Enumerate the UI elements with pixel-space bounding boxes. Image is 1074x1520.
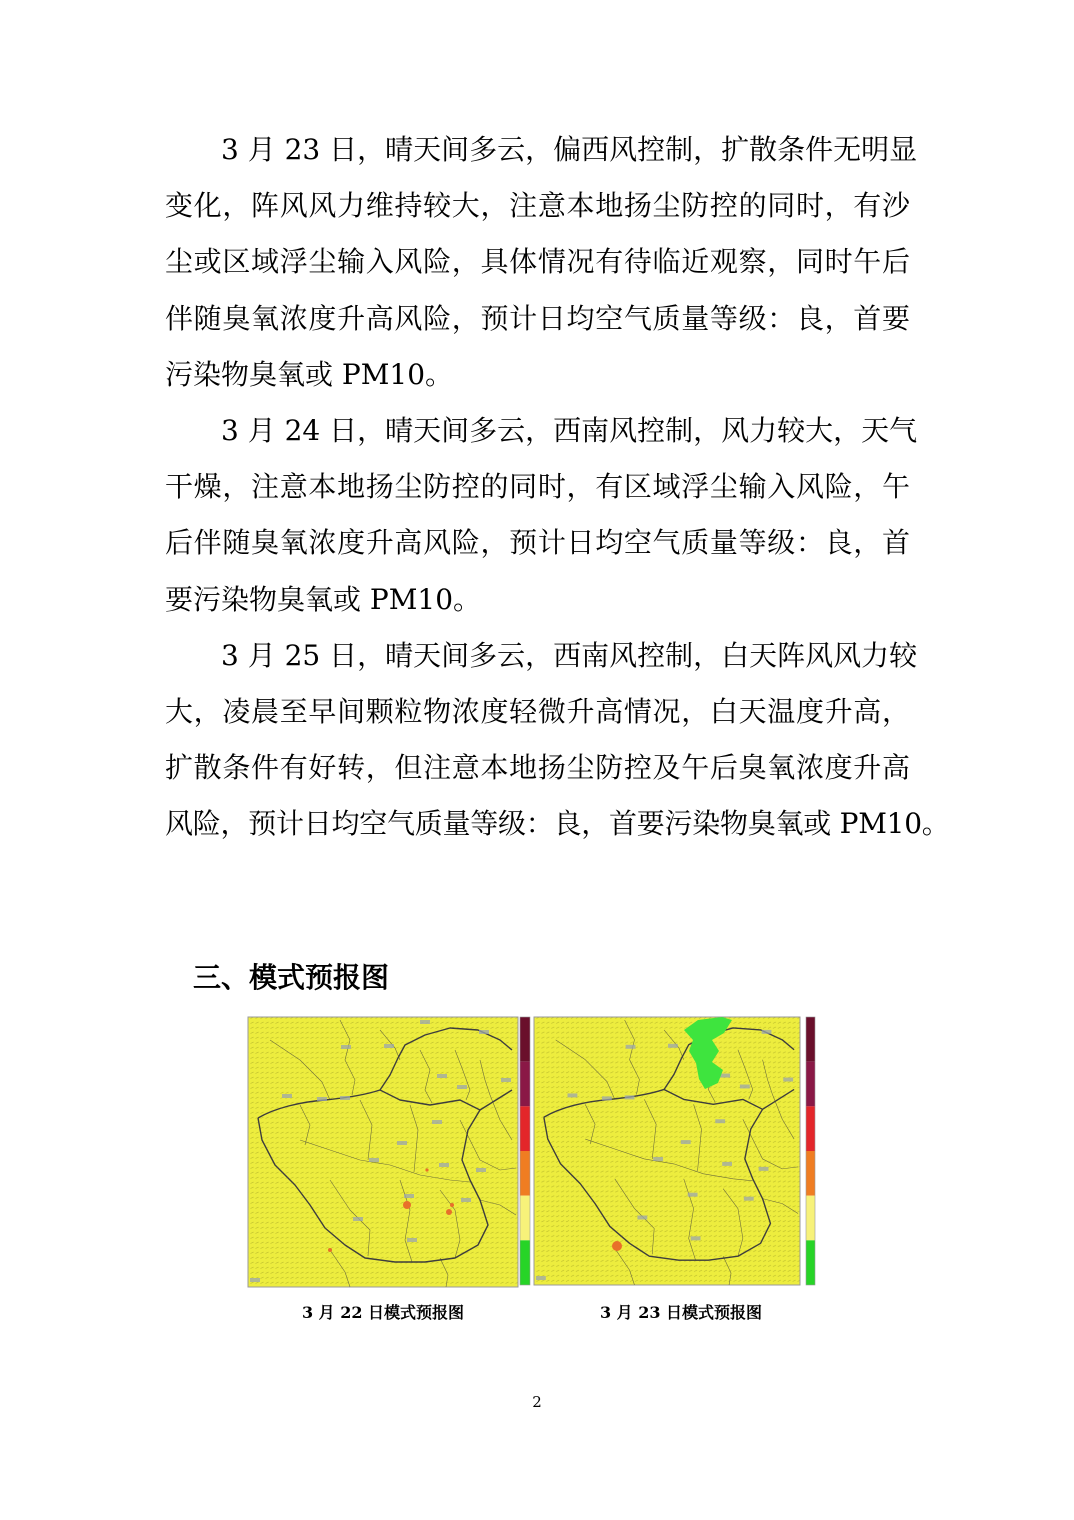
legend-swatch (806, 1196, 815, 1241)
legend-swatch (806, 1151, 815, 1196)
paragraph-3-line-1: 3 月 25 日，晴天间多云，西南风控制，白天阵风风力较 (221, 638, 918, 672)
hotspot (450, 1203, 454, 1207)
figure-caption-3-22: 3 月 22 日模式预报图 (301, 1303, 465, 1322)
color-legend-3-22 (520, 1017, 530, 1285)
paragraph-1-line-4: 伴随臭氧浓度升高风险，预计日均空气质量等级：良，首要 (165, 301, 910, 335)
hotspot (328, 1248, 332, 1252)
paragraph-2-line-2: 干燥，注意本地扬尘防控的同时，有区域浮尘输入风险，午 (165, 470, 910, 504)
legend-swatch (806, 1106, 815, 1151)
forecast-maps (244, 1012, 820, 1292)
figure-caption-3-23: 3 月 23 日模式预报图 (599, 1303, 763, 1322)
legend-swatch (806, 1017, 815, 1062)
paragraph-2-line-4: 要污染物臭氧或 PM10。 (165, 582, 482, 616)
paragraph-1-line-5: 污染物臭氧或 PM10。 (165, 357, 454, 391)
forecast-text (165, 122, 950, 852)
paragraph-1-line-1: 3 月 23 日，晴天间多云，偏西风控制，扩散条件无明显 (221, 133, 918, 166)
color-legend-3-23 (806, 1017, 815, 1285)
map-3-22 (248, 1017, 518, 1287)
legend-swatch (520, 1151, 530, 1196)
paragraph-3-line-3: 扩散条件有好转，但注意本地扬尘防控及午后臭氧浓度升高 (165, 751, 910, 785)
paragraph-2-line-3: 后伴随臭氧浓度升高风险，预计日均空气质量等级：良，首 (165, 526, 910, 560)
legend-swatch (806, 1240, 815, 1285)
section-heading: 三、模式预报图 (193, 961, 390, 994)
paragraph-2-line-1: 3 月 24 日，晴天间多云，西南风控制，风力较大，天气 (221, 413, 918, 447)
hotspot (612, 1241, 622, 1251)
paragraph-3-line-4: 风险，预计日均空气质量等级：良，首要污染物臭氧或 PM10。 (165, 807, 950, 841)
map-3-23 (534, 1017, 800, 1285)
hotspot (425, 1168, 428, 1171)
paragraph-3-line-2: 大，凌晨至早间颗粒物浓度轻微升高情况，白天温度升高， (165, 694, 910, 728)
legend-swatch (520, 1017, 530, 1062)
legend-swatch (520, 1062, 530, 1107)
paragraph-1-line-2: 变化，阵风风力维持较大，注意本地扬尘防控的同时，有沙 (165, 189, 910, 223)
legend-swatch (520, 1196, 530, 1241)
paragraph-1-line-3: 尘或区域浮尘输入风险，具体情况有待临近观察，同时午后 (165, 245, 910, 279)
legend-swatch (520, 1240, 530, 1285)
legend-swatch (806, 1062, 815, 1107)
hotspot (446, 1209, 452, 1215)
legend-swatch (520, 1106, 530, 1151)
page-number: 2 (532, 1393, 542, 1411)
hotspot (403, 1201, 411, 1209)
